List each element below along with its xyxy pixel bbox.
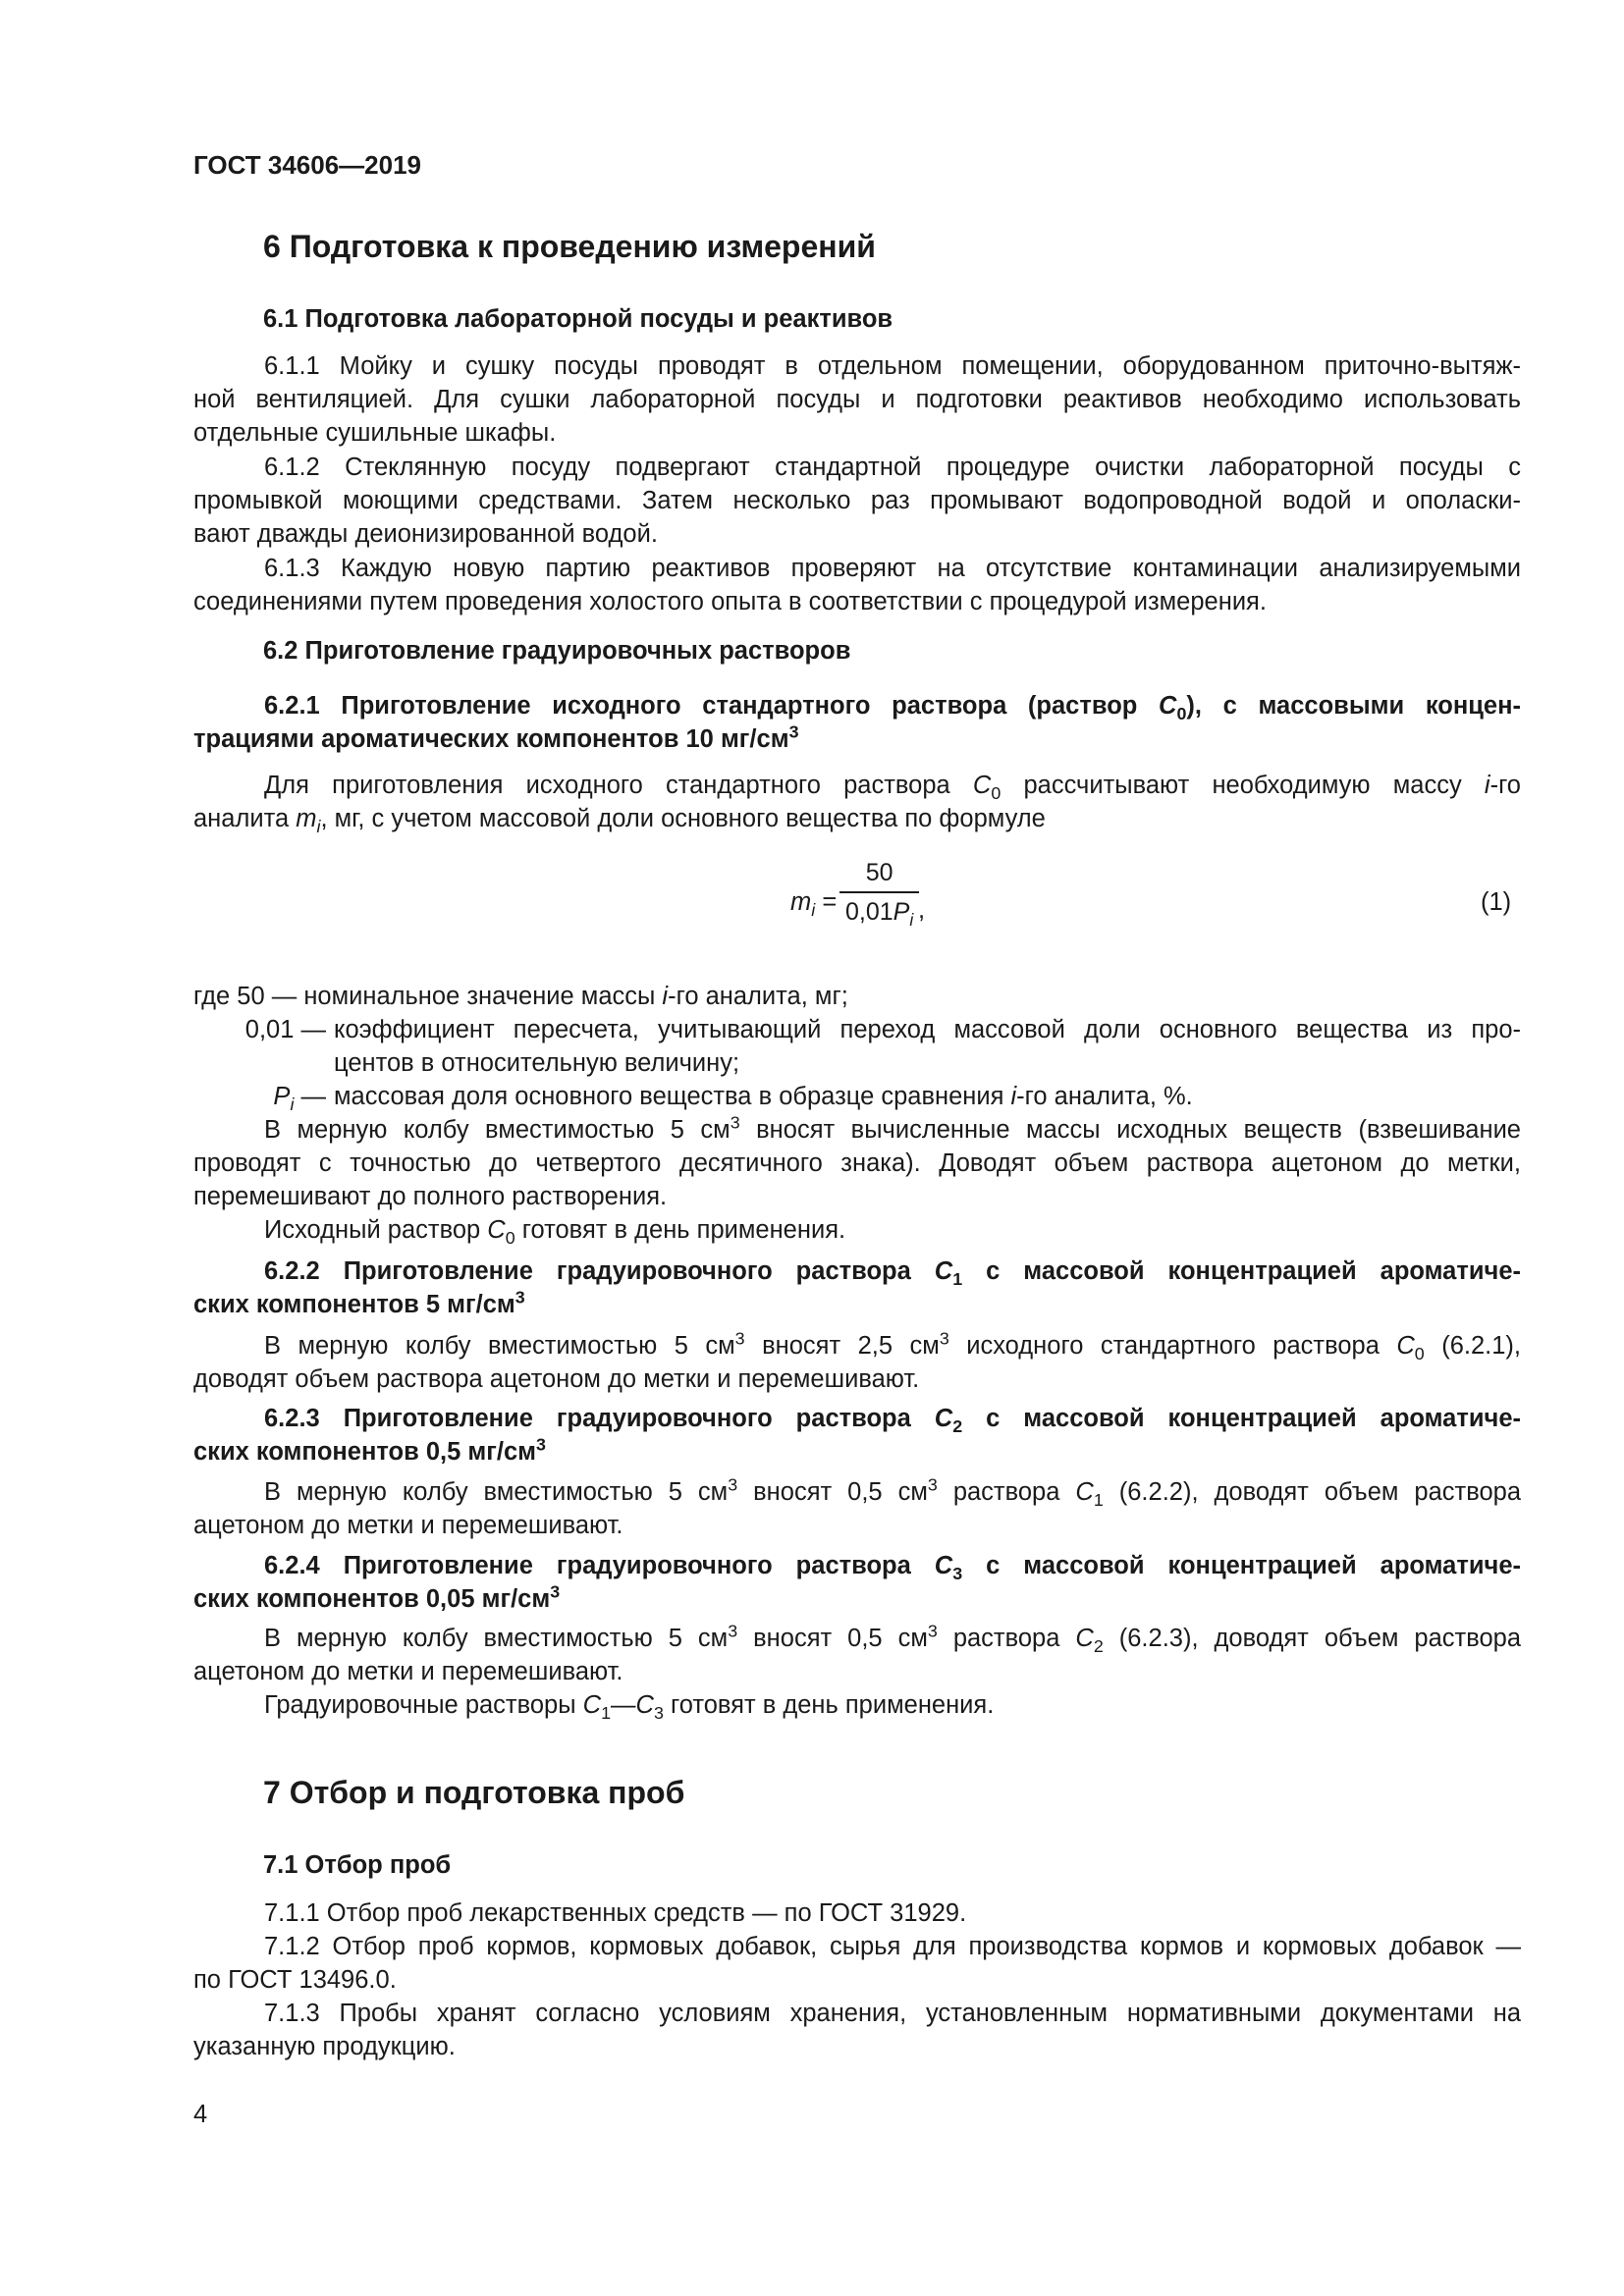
- formula-lhs: $m_i$ =: [790, 888, 838, 921]
- document-header: [193, 148, 1521, 182]
- formula-number: (1): [1481, 888, 1512, 916]
- fraction-bar: [839, 891, 919, 893]
- subsection-6-2-4-title: 6.2.4 Приготовление градуировочного раствора $C_3$ с массовой концентрацией ароматиче- ских компонентов 0,05 $мг/см^3$: [193, 1552, 1521, 1613]
- subsection-7-1-title: 7.1 Отбор проб: [263, 1851, 452, 1879]
- text-line: соединениями путем проведения холостого опыта в соответствии с процедурой измерения.: [193, 588, 1267, 615]
- subsection-6-2-3-title: 6.2.3 Приготовление градуировочного раствора $C_2$ с массовой концентрацией ароматиче- ских компонентов 0,5 $мг/см^3$: [193, 1405, 1521, 1466]
- legend-row: $P_i$ — массовая доля основного вещества в образце сравнения i-го аналита, %.: [273, 1083, 1193, 1115]
- subsection-6-2-1-title: 6.2.1 Приготовление исходного стандартного раствора (раствор $C_0$), с массовыми концен- трациями ароматических компонентов 10 $мг/см^3$: [193, 692, 1521, 753]
- fraction-numerator: 50: [865, 859, 893, 886]
- paragraph-6-2-4: В мерную колбу вместимостью 5 $см^3$ вносят 0,5 $см^3$ раствора $C_2$ (6.2.3), доводят объем раствора ацетоном до метки и перемешивают. Градуировочные растворы $C_1—C_3$ готовят в день применения.: [193, 1621, 1521, 1724]
- text-line: промывкой моющими средствами. Затем несколько раз промывают водопроводной водой и ополаски-: [193, 487, 1521, 514]
- paragraph-6-1-1: [193, 349, 1521, 450]
- formula-fraction: [839, 856, 919, 929]
- legend-row: 0,01 — коэффициент пересчета, учитывающий переход массовой доли основного вещества из про-: [244, 1016, 1521, 1043]
- paragraph-6-2-2: В мерную колбу вместимостью 5 $см^3$ вносят 2,5 $см^3$ исходного стандартного раствора $C_0$ (6.2.1), доводят объем раствора ацетоном до метки и перемешивают.: [193, 1328, 1521, 1393]
- section-6-title: 6 Подготовка к проведению измерений: [263, 229, 876, 264]
- formula-intro: Для приготовления исходного стандартного раствора $C_0$ рассчитывают необходимую массу i-го аналита $m_i$, мг, с учетом массовой доли основного вещества по формуле: [193, 772, 1521, 837]
- paragraph-c0: Исходный раствор $C_0$ готовят в день применения.: [264, 1216, 846, 1249]
- text-line: отдельные сушильные шкафы.: [193, 419, 557, 447]
- legend-row: центов в относительную величину;: [334, 1049, 740, 1077]
- paragraph-volume: В мерную колбу вместимостью 5 $см^3$ вносят вычисленные массы исходных веществ (взвешивание проводят с точностью до четвертого десятичного знака). Доводят объем раствора ацетоном до метки, перемешивают до полного растворения.: [193, 1112, 1521, 1210]
- symbol-c: C: [1159, 692, 1177, 720]
- text-line: вают дважды деионизированной водой.: [193, 520, 658, 548]
- text-line: 6.1.3 Каждую новую партию реактивов проверяют на отсутствие контаминации анализируемыми: [264, 555, 1521, 582]
- text-line: 6.1.2 Стеклянную посуду подвергают стандартной процедуре очистки лабораторной посуды с: [264, 454, 1521, 481]
- doc-code: ГОСТ 34606—2019: [193, 150, 421, 180]
- subsection-6-2-title: 6.2 Приготовление градуировочных растворов: [263, 637, 851, 665]
- section-7-title: 7 Отбор и подготовка проб: [263, 1775, 685, 1810]
- paragraph-6-1-2: [193, 451, 1521, 551]
- fraction-denominator: $0,01P_i$: [845, 898, 914, 930]
- text-line: 6.1.1 Мойку и сушку посуды проводят в отдельном помещении, оборудованном приточно-вытяж-: [264, 352, 1521, 380]
- text-line: ной вентиляцией. Для сушки лабораторной посуды и подготовки реактивов необходимо использовать: [193, 386, 1521, 413]
- formula-1: [0, 856, 1624, 944]
- subsection-6-1-title: 6.1 Подготовка лабораторной посуды и реактивов: [263, 305, 893, 333]
- paragraph-6-1-3: [193, 552, 1521, 618]
- formula-legend: [193, 980, 1521, 1113]
- formula-comma: ,: [918, 896, 926, 924]
- paragraph-7-1: 7.1.1 Отбор проб лекарственных средств — по ГОСТ 31929. 7.1.2 Отбор проб кормов, кормовых добавок, сырья для производства кормов и кормовых добавок — по ГОСТ 13496.0. 7.1.3 Пробы хранят согласно условиям хранения, установленным нормативными документами на указанную продукцию.: [193, 1899, 1521, 2060]
- paragraph-6-2-3: В мерную колбу вместимостью 5 $см^3$ вносят 0,5 $см^3$ раствора $C_1$ (6.2.2), доводят объем раствора ацетоном до метки и перемешивают.: [193, 1474, 1521, 1539]
- page-number: 4: [193, 2101, 208, 2128]
- legend-row: где 50 — номинальное значение массы i-го аналита, мг;: [193, 983, 848, 1010]
- subsection-6-2-2-title: 6.2.2 Приготовление градуировочного раствора $C_1$ с массовой концентрацией ароматиче- ских компонентов 5 $мг/см^3$: [193, 1257, 1521, 1318]
